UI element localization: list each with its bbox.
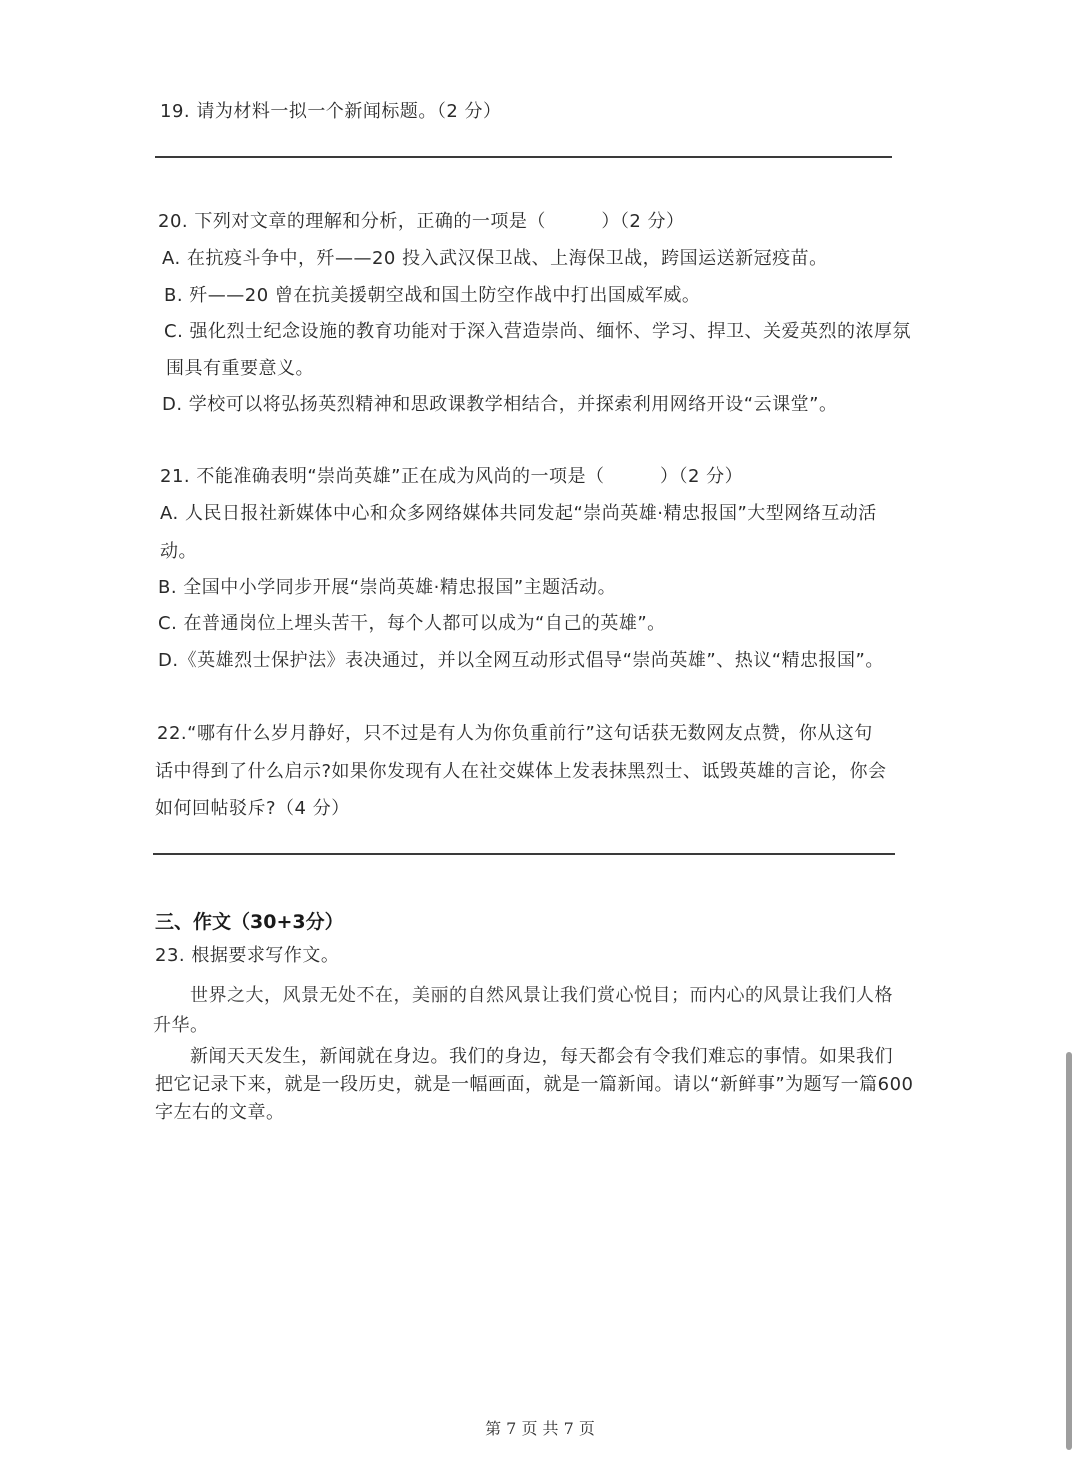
question-21-option-d: D.《英雄烈士保护法》表决通过，并以全网互动形式倡导“崇尚英雄”、热议“精忠报国”。 [158, 650, 884, 671]
question-20-option-d: D. 学校可以将弘扬英烈精神和思政课教学相结合，并探索利用网络开设“云课堂”。 [162, 394, 838, 415]
prompt-paragraph-2-line-1: 新闻天天发生，新闻就在身边。我们的身边，每天都会有令我们难忘的事情。如果我们 [190, 1046, 893, 1067]
vertical-scrollbar[interactable] [1066, 1052, 1072, 1450]
question-21-option-a-cont: 动。 [160, 541, 197, 562]
prompt-paragraph-1-line-1: 世界之大，风景无处不在，美丽的自然风景让我们赏心悦目；而内心的风景让我们人格 [190, 985, 893, 1006]
section-composition-title: 三、作文（30+3分） [155, 911, 344, 933]
question-20-option-c-cont: 围具有重要意义。 [166, 358, 314, 379]
question-22-line-1: 22.“哪有什么岁月静好，只不过是有人为你负重前行”这句话获无数网友点赞，你从这句 [157, 723, 873, 744]
answer-line-22 [153, 853, 895, 855]
question-21-option-c: C. 在普通岗位上埋头苦干，每个人都可以成为“自己的英雄”。 [158, 613, 666, 634]
question-20-option-b: B. 歼——20 曾在抗美援朝空战和国土防空作战中打出国威军威。 [164, 285, 701, 306]
question-20-stem: 20. 下列对文章的理解和分析，正确的一项是（ ）（2 分） [158, 211, 685, 232]
question-20-option-c: C. 强化烈士纪念设施的教育功能对于深入营造崇尚、缅怀、学习、捍卫、关爱英烈的浓厚氛 [164, 321, 912, 342]
prompt-paragraph-2-line-2: 把它记录下来，就是一段历史，就是一幅画面，就是一篇新闻。请以“新鲜事”为题写一篇600 [155, 1074, 914, 1095]
question-23-stem: 23. 根据要求写作文。 [155, 945, 340, 966]
question-22-line-3: 如何回帖驳斥?（4 分） [155, 798, 350, 819]
question-19: 19. 请为材料一拟一个新闻标题。（2 分） [160, 101, 502, 122]
question-21-stem: 21. 不能准确表明“崇尚英雄”正在成为风尚的一项是（ ）（2 分） [160, 466, 744, 487]
question-21-option-a: A. 人民日报社新媒体中心和众多网络媒体共同发起“崇尚英雄·精忠报国”大型网络互动活 [160, 503, 877, 524]
page-number: 第 7 页 共 7 页 [485, 1419, 595, 1438]
question-22-line-2: 话中得到了什么启示?如果你发现有人在社交媒体上发表抹黑烈士、诋毁英雄的言论，你会 [155, 761, 887, 782]
question-21-option-b: B. 全国中小学同步开展“崇尚英雄·精忠报国”主题活动。 [158, 577, 617, 598]
answer-line-19 [155, 156, 892, 158]
question-20-option-a: A. 在抗疫斗争中，歼——20 投入武汉保卫战、上海保卫战，跨国运送新冠疫苗。 [162, 248, 828, 269]
prompt-paragraph-1-line-2: 升华。 [153, 1015, 209, 1036]
prompt-paragraph-2-line-3: 字左右的文章。 [155, 1102, 285, 1123]
